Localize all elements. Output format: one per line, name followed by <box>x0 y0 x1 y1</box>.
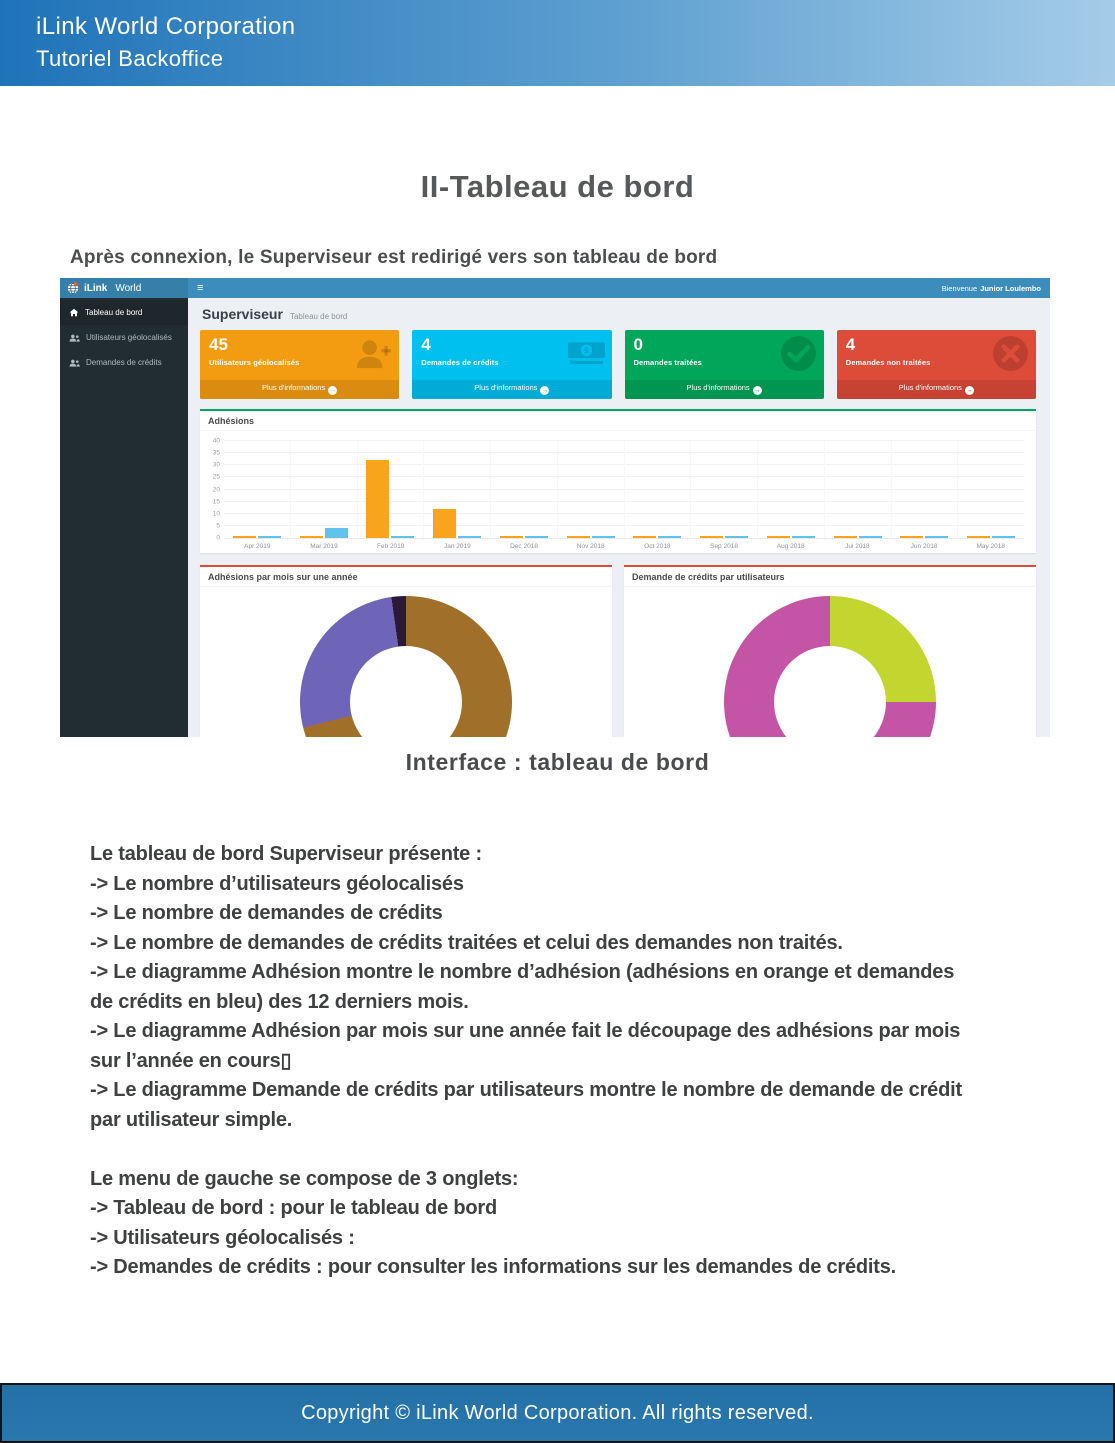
adhesions-donut-chart <box>300 596 512 737</box>
x-tick-label: Jan 2019 <box>443 543 471 550</box>
stat-card-utilisateurs-geolocalises <box>200 330 399 399</box>
bar-Demandes de crédits <box>725 536 748 538</box>
bar-Demandes de crédits <box>458 536 481 538</box>
bar-Demandes de crédits <box>325 528 348 538</box>
credits-donut-chart <box>724 596 936 737</box>
brand-logo[interactable] <box>60 278 188 298</box>
x-tick-label: Aug 2018 <box>776 543 805 550</box>
x-tick-label: Oct 2018 <box>644 543 671 550</box>
donut-charts-row <box>200 565 1036 737</box>
arrow-circle-icon <box>753 386 762 395</box>
stat-card-demandes-non-traitees <box>837 330 1036 399</box>
dashboard-topbar <box>60 278 1050 298</box>
stat-label: Utilisateurs géolocalisés <box>209 357 300 367</box>
adhesions-bar-chart-panel <box>200 409 1036 553</box>
welcome-text[interactable]: Bienvenue Junior Loulembo <box>941 283 1041 293</box>
bar-group <box>423 441 490 538</box>
bar-group <box>224 441 290 538</box>
x-tick-label: Dec 2018 <box>510 543 538 550</box>
y-tick-label: 0 <box>216 534 220 542</box>
intro-text: Après connexion, le Superviseur est redirigé vers son tableau de bord <box>70 247 718 268</box>
sidebar-item-tableau-de-bord[interactable]: Tableau de bord <box>60 300 188 325</box>
donut-hole <box>774 646 886 737</box>
stat-card-body <box>200 330 399 380</box>
svg-text:$: $ <box>583 345 589 356</box>
page-title: Superviseur <box>202 306 283 322</box>
bar-Demandes de crédits <box>391 536 414 538</box>
y-tick-label: 15 <box>212 498 220 506</box>
body-line: -> Tableau de bord : pour le tableau de bord <box>90 1197 497 1219</box>
document-subtitle: Tutoriel Backoffice <box>36 46 224 71</box>
x-tick-label: Feb 2019 <box>376 543 405 550</box>
bar-Demandes de crédits <box>525 536 548 538</box>
company-name: iLink World Corporation <box>36 13 296 40</box>
sidebar-item-utilisateurs-geolocalises[interactable]: Utilisateurs géolocalisés <box>60 325 188 350</box>
adhesions-donut-panel <box>200 565 612 737</box>
stat-cards-row <box>200 330 1036 399</box>
users-icon <box>69 359 80 367</box>
page-header <box>202 306 1036 322</box>
money-icon <box>568 335 605 372</box>
check-circle-icon <box>780 335 817 372</box>
bar-Adhésions <box>900 536 923 538</box>
section-title: II-Tableau de bord <box>420 169 695 204</box>
users-icon <box>69 334 80 342</box>
user-plus-icon <box>355 335 392 372</box>
bar-Adhésions <box>500 536 523 538</box>
body-line: -> Demandes de crédits : pour consulter les informations sur les demandes de crédits. <box>90 1256 897 1278</box>
bar-group <box>624 441 691 538</box>
body-line <box>90 1135 1025 1165</box>
stat-value: 45 <box>209 335 228 354</box>
body-line: -> Le diagramme Demande de crédits par utilisateurs montre le nombre de demande de crédit <box>90 1079 962 1101</box>
body-line: -> Le diagramme Adhésion par mois sur une année fait le découpage des adhésions par mois <box>90 1020 961 1042</box>
bar-Demandes de crédits <box>592 536 615 538</box>
globe-icon <box>67 282 79 294</box>
bar-Demandes de crédits <box>792 536 815 538</box>
bar-group <box>290 441 357 538</box>
bar-group <box>357 441 424 538</box>
bar-Adhésions <box>233 536 256 538</box>
user-name: Junior Loulembo <box>980 283 1041 293</box>
x-tick-label: Nov 2018 <box>576 543 605 550</box>
x-tick-label: May 2018 <box>976 543 1005 550</box>
x-tick-label: Apr 2019 <box>244 543 271 550</box>
stat-card-body <box>625 330 824 380</box>
body-line: -> Le nombre d’utilisateurs géolocalisés <box>90 872 464 895</box>
bar-Adhésions <box>300 536 323 538</box>
stat-card-demandes-de-credits <box>412 330 611 399</box>
bar-Adhésions <box>967 536 990 538</box>
sidebar-item-demandes-de-credits[interactable]: Demandes de crédits <box>60 350 188 375</box>
body-line: -> Le nombre de demandes de crédits traitées et celui des demandes non traités. <box>90 931 843 954</box>
stat-value: 0 <box>633 335 643 354</box>
more-info-link[interactable]: Plus d'informations→ <box>200 380 399 399</box>
chart-title: Adhésions <box>200 411 1036 431</box>
y-tick-label: 10 <box>212 510 220 518</box>
document-footer <box>0 1383 1115 1443</box>
bar-Adhésions <box>433 509 456 538</box>
navbar <box>188 278 1050 298</box>
page-subtitle: Tableau de bord <box>289 312 348 321</box>
bar-Demandes de crédits <box>258 536 281 538</box>
stat-value: 4 <box>845 335 856 354</box>
bar-group <box>557 441 624 538</box>
more-info-link[interactable]: Plus d'informations→ <box>412 380 611 399</box>
x-tick-label: Mar 2019 <box>310 543 338 550</box>
y-tick-label: 5 <box>216 522 220 530</box>
stat-label: Demandes traitées <box>633 357 702 367</box>
figure-caption: Interface : tableau de bord <box>405 749 710 775</box>
bar-Demandes de crédits <box>859 536 882 538</box>
donut-hole <box>350 646 462 737</box>
stat-card-body <box>837 330 1036 380</box>
stat-card-body <box>412 330 611 380</box>
bar-group <box>690 441 757 538</box>
y-tick-label: 25 <box>212 473 220 481</box>
stat-label: Demandes non traitées <box>845 357 931 367</box>
bar-groups <box>224 441 1024 538</box>
bar-Adhésions <box>834 536 857 538</box>
body-line: Le tableau de bord Superviseur présente : <box>90 843 482 865</box>
document-header <box>0 0 1115 86</box>
body-text <box>90 840 1025 1283</box>
stat-value: 4 <box>421 335 431 354</box>
body-line: de crédits en bleu) des 12 derniers mois. <box>90 990 469 1013</box>
bar-Adhésions <box>700 536 723 538</box>
bar-Adhésions <box>366 460 389 538</box>
dashboard-screenshot <box>60 278 1050 737</box>
stat-card-demandes-traitees <box>625 330 824 399</box>
y-tick-label: 30 <box>212 461 220 469</box>
more-info-link[interactable]: Plus d'informations→ <box>625 380 824 399</box>
chart-title: Demande de crédits par utilisateurs <box>624 567 1036 587</box>
x-tick-label: Jul 2018 <box>845 543 870 550</box>
menu-icon[interactable]: ≡ <box>197 281 204 294</box>
chart-title: Adhésions par mois sur une année <box>200 567 612 587</box>
bar-Adhésions <box>767 536 790 538</box>
x-tick-label: Jun 2018 <box>910 543 938 550</box>
credits-donut-panel <box>624 565 1036 737</box>
x-circle-icon <box>992 335 1029 372</box>
body-line: sur l’année en cours▯ <box>90 1049 292 1072</box>
y-tick-label: 40 <box>212 437 220 445</box>
body-line: -> Le nombre de demandes de crédits <box>90 902 443 924</box>
arrow-circle-icon <box>965 386 974 395</box>
copyright-text: Copyright © iLink World Corporation. All rights reserved. <box>301 1401 814 1424</box>
x-axis-labels <box>224 539 1024 550</box>
sidebar <box>60 298 188 737</box>
arrow-circle-icon <box>540 386 549 395</box>
bar-group <box>490 441 557 538</box>
brand-rest: World <box>115 282 142 294</box>
body-line: -> Utilisateurs géolocalisés : <box>90 1226 355 1249</box>
y-tick-label: 35 <box>212 449 220 457</box>
bar-Demandes de crédits <box>658 536 681 538</box>
y-axis <box>206 437 224 542</box>
y-tick-label: 20 <box>212 486 220 493</box>
bar-group <box>957 441 1024 538</box>
x-tick-label: Sep 2018 <box>710 543 738 550</box>
home-icon <box>69 308 79 317</box>
plot-area <box>224 441 1024 539</box>
bar-Demandes de crédits <box>992 536 1015 538</box>
body-line: par utilisateur simple. <box>90 1108 293 1131</box>
more-info-link[interactable]: Plus d'informations→ <box>837 380 1036 399</box>
body-line: Le menu de gauche se compose de 3 onglets: <box>90 1167 519 1190</box>
stat-label: Demandes de crédits <box>421 357 499 367</box>
bar-Adhésions <box>633 536 656 538</box>
brand-bold: iLink <box>84 282 108 294</box>
bar-chart <box>200 431 1036 553</box>
bar-group <box>891 441 958 538</box>
dashboard-content <box>188 298 1050 737</box>
bar-Demandes de crédits <box>925 536 948 538</box>
body-line: -> Le diagramme Adhésion montre le nombre d’adhésion (adhésions en orange et demandes <box>90 961 955 983</box>
bar-Adhésions <box>567 536 590 538</box>
bar-group <box>824 441 891 538</box>
arrow-circle-icon <box>328 386 337 395</box>
bar-group <box>757 441 824 538</box>
